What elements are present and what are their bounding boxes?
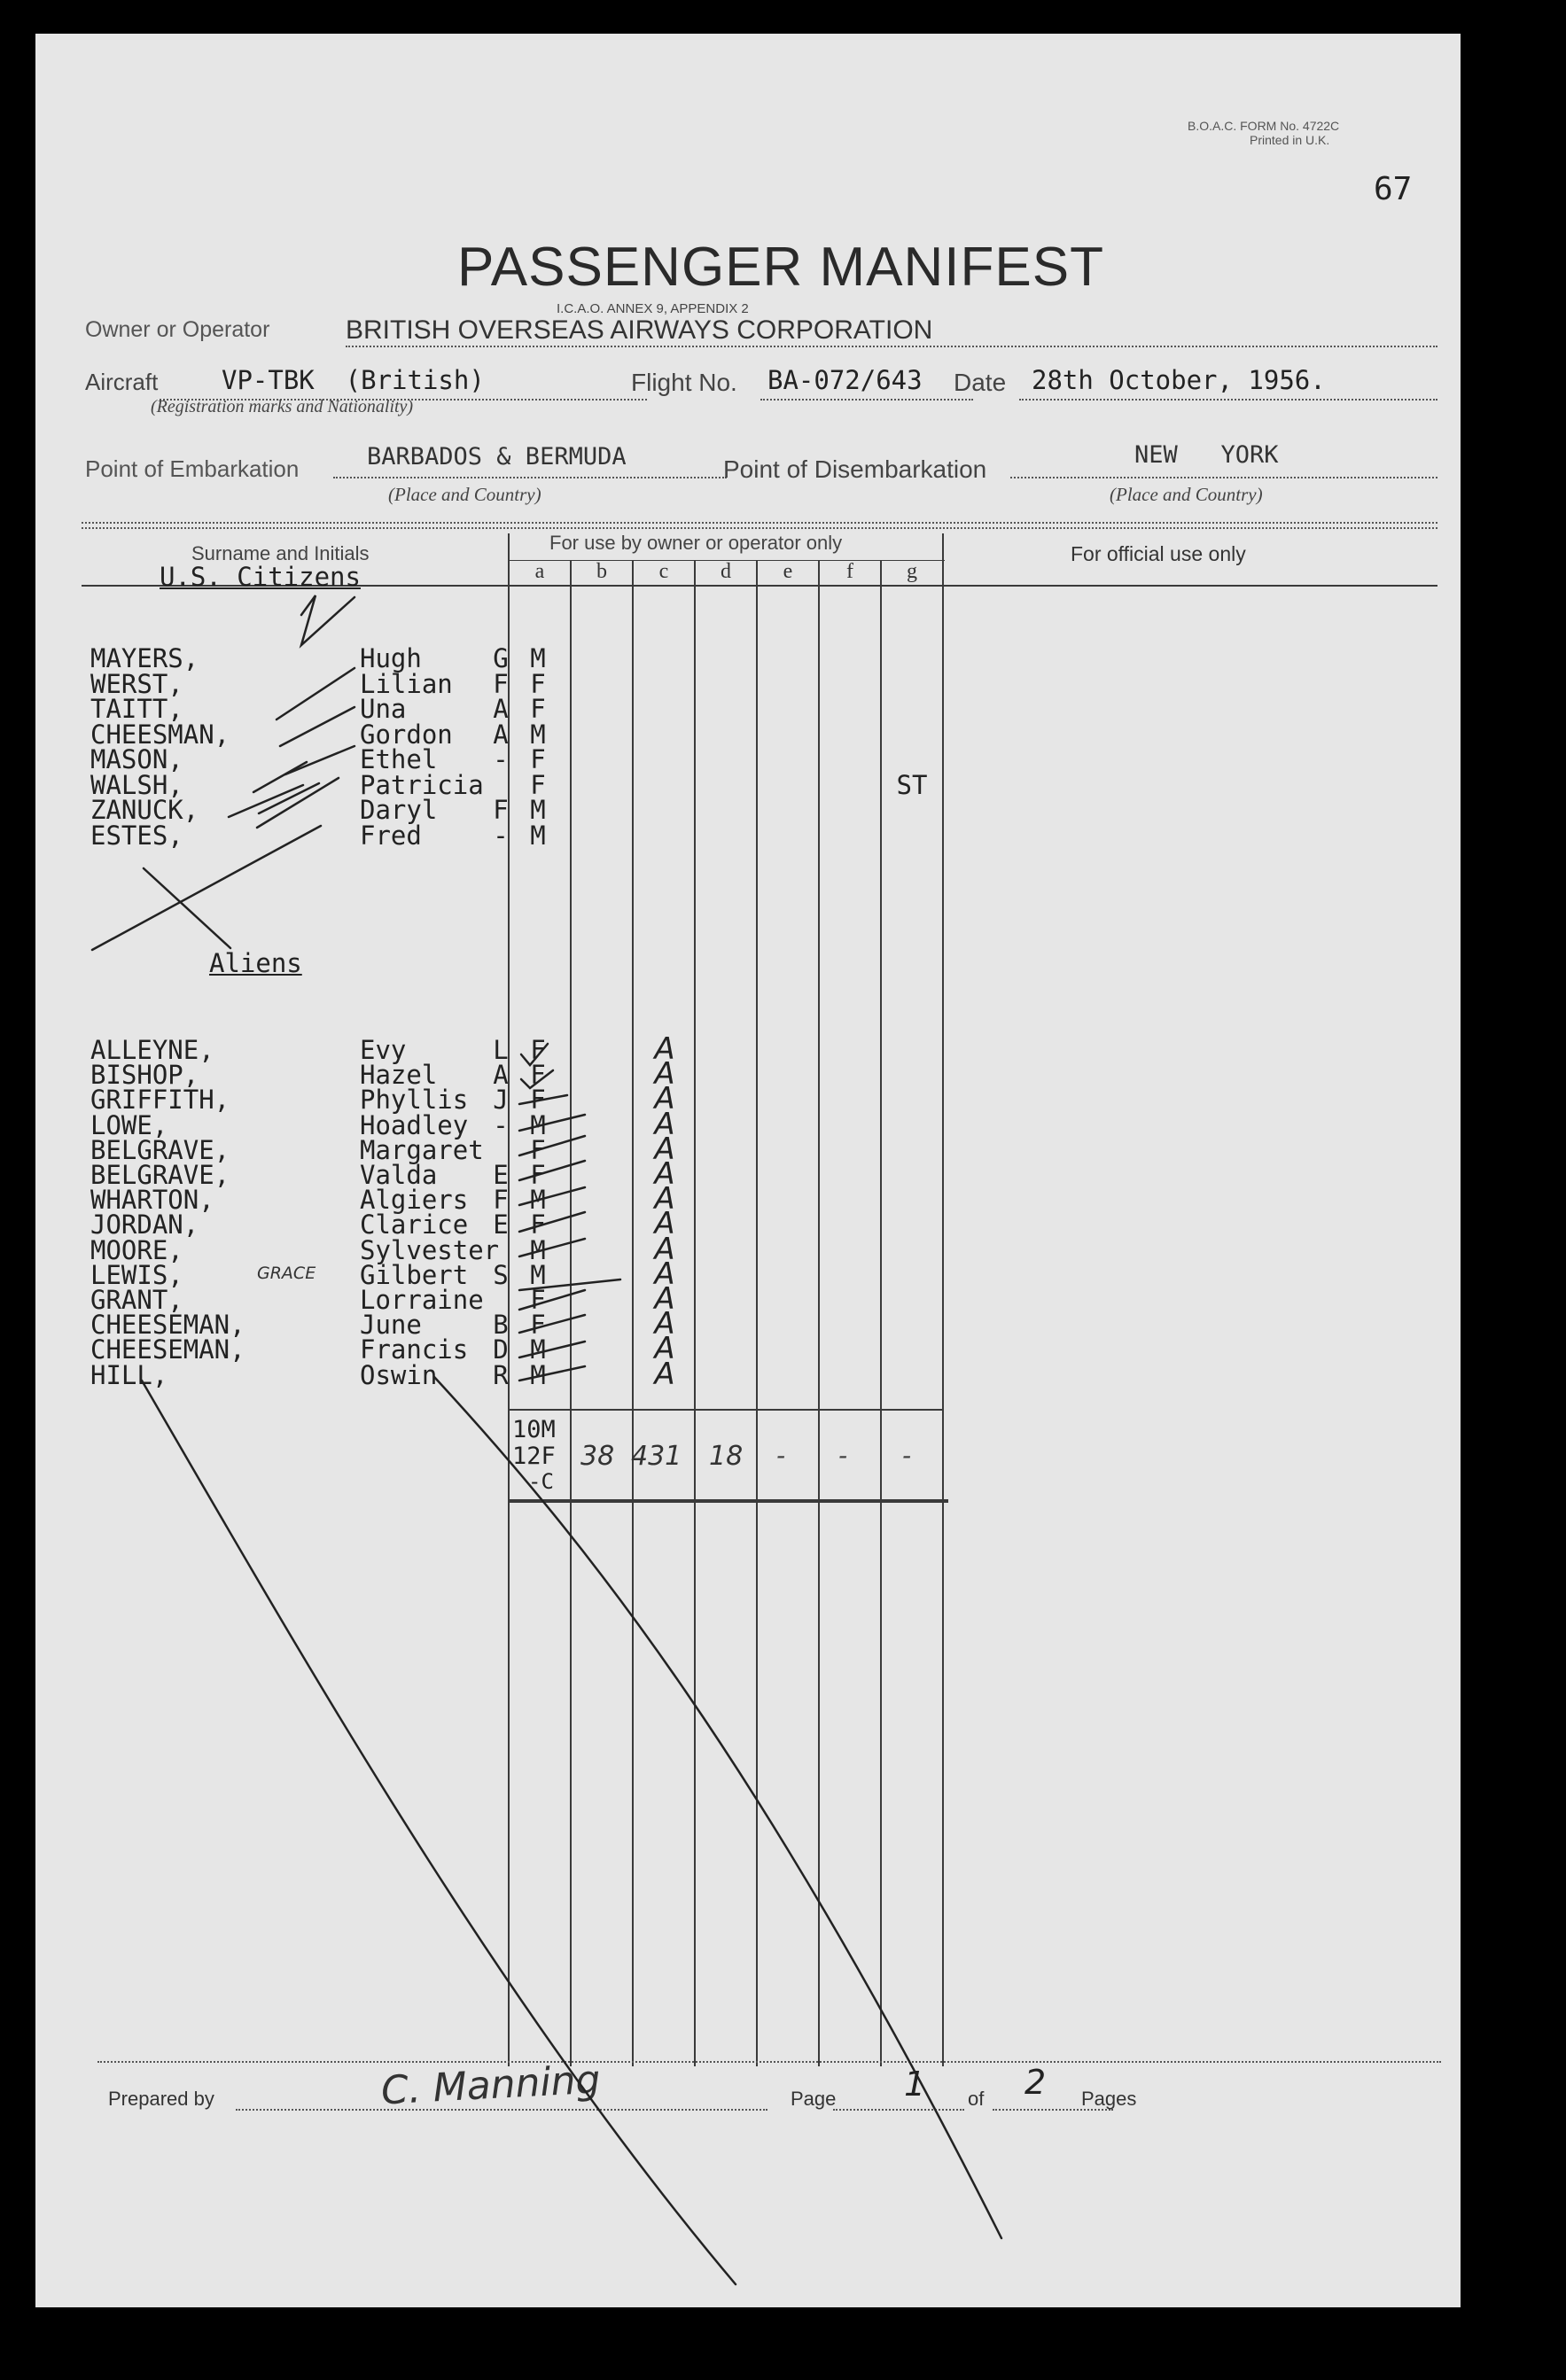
- total-male: 10M: [512, 1416, 556, 1443]
- passenger-given-name: Hugh: [360, 643, 422, 673]
- owner-value: BRITISH OVERSEAS AIRWAYS CORPORATION: [346, 315, 933, 345]
- passenger-initial: E: [493, 1160, 509, 1190]
- passenger-sex: F: [530, 1134, 546, 1165]
- passenger-surname: GRANT,: [90, 1285, 183, 1315]
- check-stroke: [519, 1212, 585, 1232]
- check-stroke: [521, 1044, 548, 1065]
- passenger-col-c: A: [654, 1356, 675, 1392]
- page-value: 1: [904, 2065, 926, 2104]
- passenger-surname: TAITT,: [90, 694, 183, 724]
- passenger-col-c: A: [654, 1131, 675, 1167]
- of-label: of: [968, 2088, 985, 2110]
- passenger-sex: M: [530, 820, 546, 851]
- col-b-header: b: [596, 560, 607, 583]
- passenger-col-c: A: [654, 1231, 675, 1267]
- tick-stroke: [280, 707, 354, 746]
- passenger-initial: A: [493, 694, 509, 724]
- subtitle: I.C.A.O. ANNEX 9, APPENDIX 2: [557, 301, 749, 316]
- col-g-header: g: [907, 560, 917, 583]
- owner-use-header: For use by owner or operator only: [549, 532, 843, 554]
- passenger-sex: F: [530, 1085, 546, 1116]
- passenger-col-c: A: [654, 1306, 675, 1342]
- passenger-surname: CHEESEMAN,: [90, 1334, 245, 1365]
- passenger-surname: HILL,: [90, 1359, 168, 1390]
- passenger-initial: G: [493, 643, 509, 673]
- passenger-surname: MASON,: [90, 744, 183, 774]
- passenger-given-name: Gilbert: [360, 1259, 469, 1290]
- aircraft-caption: (Registration marks and Nationality): [151, 397, 414, 416]
- embark-value: BARBADOS & BERMUDA: [367, 443, 627, 471]
- total-g: -: [902, 1441, 912, 1470]
- diagonal-stroke: [434, 1377, 1001, 2238]
- passenger-initial: -: [493, 1109, 509, 1140]
- passenger-given-name: Daryl: [360, 795, 438, 825]
- check-stroke: [519, 1366, 585, 1381]
- passenger-col-c: A: [654, 1056, 675, 1093]
- passenger-given-name: Evy: [360, 1035, 407, 1065]
- passenger-sex: F: [530, 668, 546, 699]
- passenger-sex: F: [530, 1035, 546, 1065]
- passenger-sex: M: [530, 1234, 546, 1265]
- tick-stroke: [257, 778, 339, 828]
- passenger-surname: CHEESMAN,: [90, 719, 230, 750]
- passenger-col-c: A: [654, 1206, 675, 1242]
- date-label: Date: [954, 369, 1007, 396]
- flight-label: Flight No.: [631, 369, 737, 396]
- passenger-surname: WERST,: [90, 668, 183, 699]
- form-code: B.O.A.C. FORM No. 4722C: [1188, 119, 1340, 133]
- passenger-given-name: Valda: [360, 1160, 438, 1190]
- passenger-given-name: Hazel: [360, 1060, 438, 1091]
- passenger-surname: CHEESEMAN,: [90, 1310, 245, 1341]
- passenger-col-c: A: [654, 1256, 675, 1292]
- page-title: PASSENGER MANIFEST: [457, 237, 1104, 298]
- passenger-initial: R: [493, 1359, 509, 1390]
- passenger-surname: BISHOP,: [90, 1060, 199, 1091]
- pages-label: Pages: [1081, 2088, 1137, 2110]
- pen-strokes: [35, 34, 1461, 2307]
- col-f-header: f: [846, 560, 853, 583]
- col-c-header: c: [658, 560, 669, 583]
- passenger-surname: LOWE,: [90, 1109, 168, 1140]
- passenger-surname: BELGRAVE,: [90, 1160, 230, 1190]
- section-us-citizens: U.S. Citizens: [160, 562, 361, 592]
- passenger-surname: LEWIS,: [90, 1259, 183, 1290]
- passenger-given-name: Fred: [360, 820, 422, 851]
- total-d: 18: [709, 1441, 744, 1472]
- passenger-given-name: Hoadley: [360, 1109, 469, 1140]
- passenger-given-name: Francis: [360, 1334, 469, 1365]
- passenger-initial: A: [493, 1060, 509, 1091]
- prepared-by-signature: C. Manning: [379, 2057, 602, 2114]
- passenger-given-name: June: [360, 1310, 422, 1341]
- passenger-given-name: Lilian: [360, 668, 453, 699]
- passenger-col-c: A: [654, 1181, 675, 1217]
- check-stroke: [519, 1187, 585, 1205]
- passenger-surname: GRIFFITH,: [90, 1085, 230, 1116]
- passenger-given-name: Algiers: [360, 1185, 469, 1216]
- passenger-surname: JORDAN,: [90, 1209, 199, 1241]
- check-stroke: [519, 1239, 585, 1256]
- owner-label: Owner or Operator: [85, 317, 270, 342]
- surname-header: Surname and Initials: [191, 542, 370, 564]
- passenger-sex: M: [530, 795, 546, 825]
- disembark-value: NEW YORK: [1134, 441, 1279, 469]
- passenger-col-g: ST: [896, 769, 928, 800]
- page-number: 67: [1374, 171, 1413, 207]
- disembark-caption: (Place and Country): [1110, 484, 1263, 505]
- tick-stroke: [277, 668, 354, 719]
- passenger-initial: -: [493, 820, 509, 851]
- passenger-initial: -: [493, 744, 509, 774]
- tick-stroke: [229, 785, 303, 817]
- passenger-surname: ALLEYNE,: [90, 1035, 214, 1065]
- check-stroke: [519, 1290, 585, 1310]
- passenger-given-name: Oswin: [360, 1359, 438, 1390]
- prepared-by-label: Prepared by: [108, 2088, 214, 2110]
- total-pages: 2: [1025, 2063, 1047, 2102]
- date-value: 28th October, 1956.: [1032, 365, 1326, 395]
- passenger-sex: F: [530, 744, 546, 774]
- passenger-initial: L: [493, 1035, 509, 1065]
- passenger-initial: B: [493, 1310, 509, 1341]
- tick-stroke: [285, 746, 354, 774]
- check-stroke: [519, 1315, 585, 1333]
- passenger-given-name: Gordon: [360, 719, 453, 750]
- col-a-header: a: [534, 560, 545, 583]
- disembark-label: Point of Disembarkation: [723, 455, 987, 483]
- passenger-sex: F: [530, 694, 546, 724]
- passenger-surname: ESTES,: [90, 820, 183, 851]
- passenger-sex: M: [530, 1185, 546, 1216]
- tick-stroke: [301, 595, 354, 645]
- passenger-given-name: Clarice: [360, 1209, 469, 1241]
- cross-stroke: [92, 826, 321, 950]
- check-stroke: [519, 1342, 585, 1357]
- passenger-sex: F: [530, 1310, 546, 1341]
- aircraft-value: VP-TBK (British): [222, 365, 485, 395]
- page-label: Page: [791, 2088, 837, 2110]
- passenger-surname: MOORE,: [90, 1234, 183, 1265]
- passenger-given-name: Sylvester: [360, 1234, 500, 1265]
- passenger-sex: M: [530, 1334, 546, 1365]
- passenger-surname: MAYERS,: [90, 643, 199, 673]
- printed-note: Printed in U.K.: [1250, 133, 1330, 147]
- passenger-initial: F: [493, 795, 509, 825]
- check-stroke: [519, 1095, 567, 1104]
- passenger-sex: F: [530, 1209, 546, 1241]
- total-b: 38: [580, 1441, 615, 1472]
- passenger-initial: J: [493, 1085, 509, 1116]
- col-e-header: e: [783, 560, 793, 583]
- passenger-sex: M: [530, 1259, 546, 1290]
- grace-annotation: GRACE: [257, 1264, 316, 1283]
- passenger-sex: M: [530, 1359, 546, 1390]
- check-stroke: [519, 1136, 585, 1155]
- total-c: 431: [631, 1441, 682, 1472]
- passenger-initial: D: [493, 1334, 509, 1365]
- check-stroke: [519, 1279, 620, 1290]
- check-stroke: [521, 1070, 553, 1088]
- cross-stroke: [144, 868, 230, 948]
- passenger-col-c: A: [654, 1081, 675, 1117]
- passenger-col-c: A: [654, 1106, 675, 1142]
- passenger-col-c: A: [654, 1156, 675, 1192]
- check-stroke: [519, 1161, 585, 1180]
- flight-value: BA-072/643: [767, 365, 923, 395]
- passenger-sex: F: [530, 769, 546, 800]
- passenger-given-name: Margaret: [360, 1134, 484, 1165]
- total-female: 12F: [512, 1443, 556, 1470]
- passenger-sex: M: [530, 719, 546, 750]
- passenger-sex: M: [530, 643, 546, 673]
- embark-caption: (Place and Country): [388, 484, 541, 505]
- passenger-sex: M: [530, 1109, 546, 1140]
- passenger-given-name: Una: [360, 694, 407, 724]
- passenger-sex: F: [530, 1285, 546, 1315]
- passenger-surname: WHARTON,: [90, 1185, 214, 1216]
- passenger-sex: F: [530, 1060, 546, 1091]
- passenger-surname: BELGRAVE,: [90, 1134, 230, 1165]
- total-f: -: [838, 1441, 848, 1470]
- passenger-initial: A: [493, 719, 509, 750]
- manifest-page: [35, 34, 1461, 2307]
- passenger-sex: F: [530, 1160, 546, 1190]
- aircraft-label: Aircraft: [85, 369, 159, 395]
- diagonal-stroke: [142, 1381, 736, 2284]
- passenger-surname: WALSH,: [90, 769, 183, 800]
- passenger-given-name: Ethel: [360, 744, 438, 774]
- passenger-col-c: A: [654, 1031, 675, 1067]
- passenger-initial: S: [493, 1259, 509, 1290]
- section-aliens: Aliens: [209, 948, 302, 978]
- official-use-header: For official use only: [1071, 542, 1246, 565]
- total-children: -C: [528, 1469, 554, 1494]
- passenger-surname: ZANUCK,: [90, 795, 199, 825]
- passenger-given-name: Lorraine: [360, 1285, 484, 1315]
- passenger-col-c: A: [654, 1331, 675, 1367]
- passenger-given-name: Patricia: [360, 769, 484, 800]
- passenger-initial: F: [493, 668, 509, 699]
- passenger-initial: F: [493, 1185, 509, 1216]
- col-d-header: d: [721, 560, 731, 583]
- passenger-col-c: A: [654, 1281, 675, 1317]
- passenger-given-name: Phyllis: [360, 1085, 469, 1116]
- check-stroke: [519, 1115, 585, 1131]
- total-e: -: [776, 1441, 786, 1470]
- passenger-initial: E: [493, 1209, 509, 1241]
- embark-label: Point of Embarkation: [85, 455, 300, 482]
